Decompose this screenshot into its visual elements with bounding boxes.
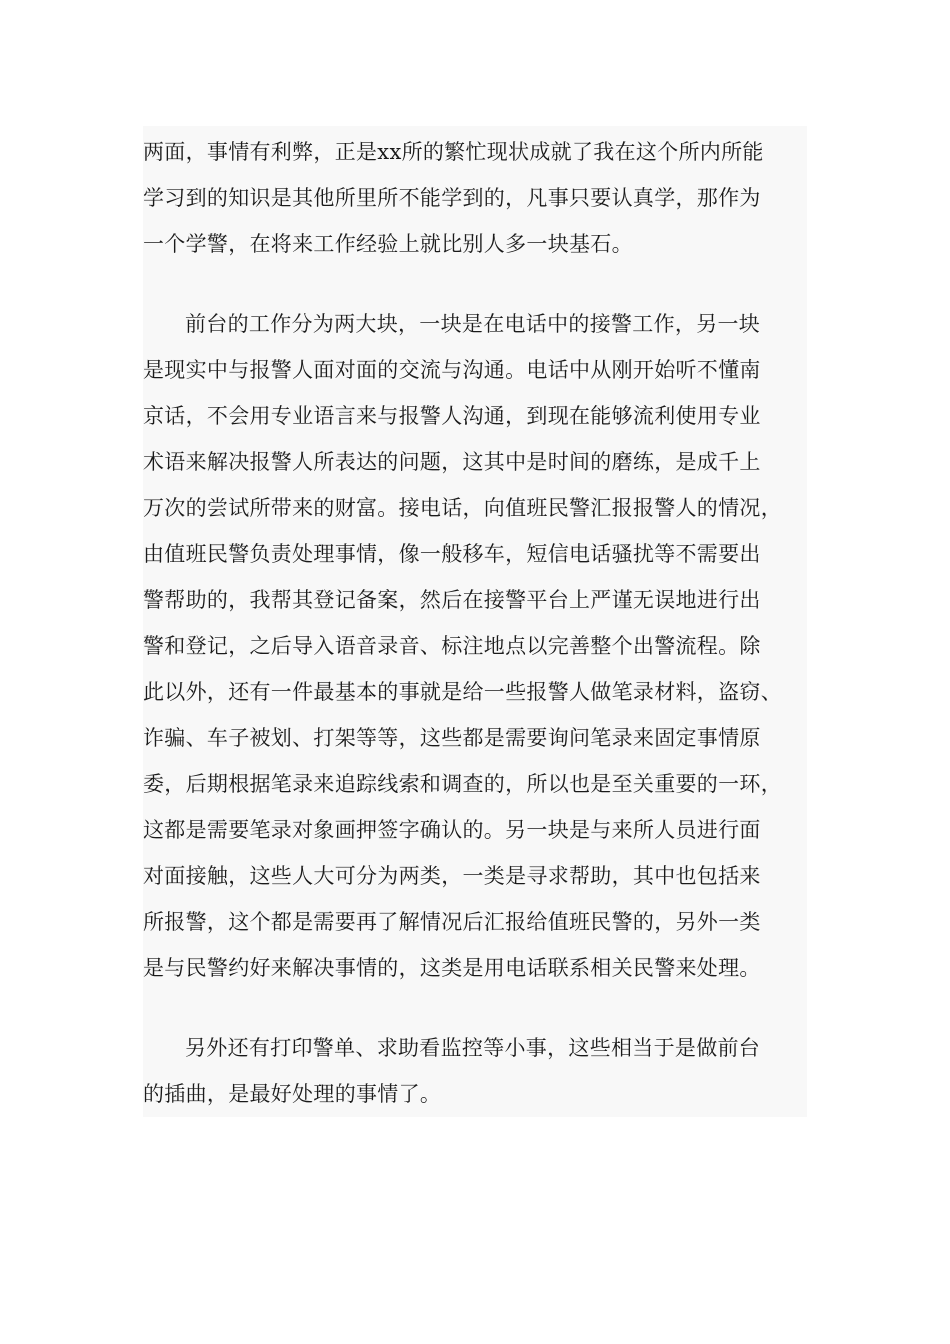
text-line: 由值班民警负责处理事情，像一般移车，短信电话骚扰等不需要出 bbox=[143, 542, 761, 566]
text-line: 警和登记，之后导入语音录音、标注地点以完善整个出警流程。除 bbox=[143, 634, 761, 658]
paragraph-3 bbox=[143, 1025, 807, 1117]
text-line: 的插曲，是最好处理的事情了。 bbox=[143, 1082, 442, 1106]
text-line: 是与民警约好来解决事情的，这类是用电话联系相关民警来处理。 bbox=[143, 956, 761, 980]
text-line: 万次的尝试所带来的财富。接电话，向值班民警汇报报警人的情况， bbox=[143, 496, 782, 520]
text-line: 学习到的知识是其他所里所不能学到的，凡事只要认真学，那作为 bbox=[143, 186, 761, 210]
paragraph-gap bbox=[143, 991, 807, 1025]
paragraph-1 bbox=[143, 126, 807, 267]
paragraph-gap bbox=[143, 267, 807, 301]
text-line: 是现实中与报警人面对面的交流与沟通。电话中从刚开始听不懂南 bbox=[143, 358, 761, 382]
text-line: 委，后期根据笔录来追踪线索和调查的，所以也是至关重要的一环， bbox=[143, 772, 782, 796]
text-line: 前台的工作分为两大块，一块是在电话中的接警工作，另一块 bbox=[185, 312, 761, 336]
text-line: 另外还有打印警单、求助看监控等小事，这些相当于是做前台 bbox=[185, 1036, 761, 1060]
document-body bbox=[143, 126, 807, 1117]
text-line: 两面，事情有利弊，正是xx所的繁忙现状成就了我在这个所内所能 bbox=[143, 140, 764, 164]
paragraph-2 bbox=[143, 301, 807, 991]
text-line: 京话，不会用专业语言来与报警人沟通，到现在能够流利使用专业 bbox=[143, 404, 761, 428]
text-line: 此以外，还有一件最基本的事就是给一些报警人做笔录材料，盗窃、 bbox=[143, 680, 782, 704]
text-line: 所报警，这个都是需要再了解情况后汇报给值班民警的，另外一类 bbox=[143, 910, 761, 934]
text-line: 一个学警，在将来工作经验上就比别人多一块基石。 bbox=[143, 232, 633, 256]
text-line: 警帮助的，我帮其登记备案，然后在接警平台上严谨无误地进行出 bbox=[143, 588, 761, 612]
text-line: 术语来解决报警人所表达的问题，这其中是时间的磨练，是成千上 bbox=[143, 450, 761, 474]
text-line: 对面接触，这些人大可分为两类，一类是寻求帮助，其中也包括来 bbox=[143, 864, 761, 888]
text-line: 这都是需要笔录对象画押签字确认的。另一块是与来所人员进行面 bbox=[143, 818, 761, 842]
text-line: 诈骗、车子被划、打架等等，这些都是需要询问笔录来固定事情原 bbox=[143, 726, 761, 750]
